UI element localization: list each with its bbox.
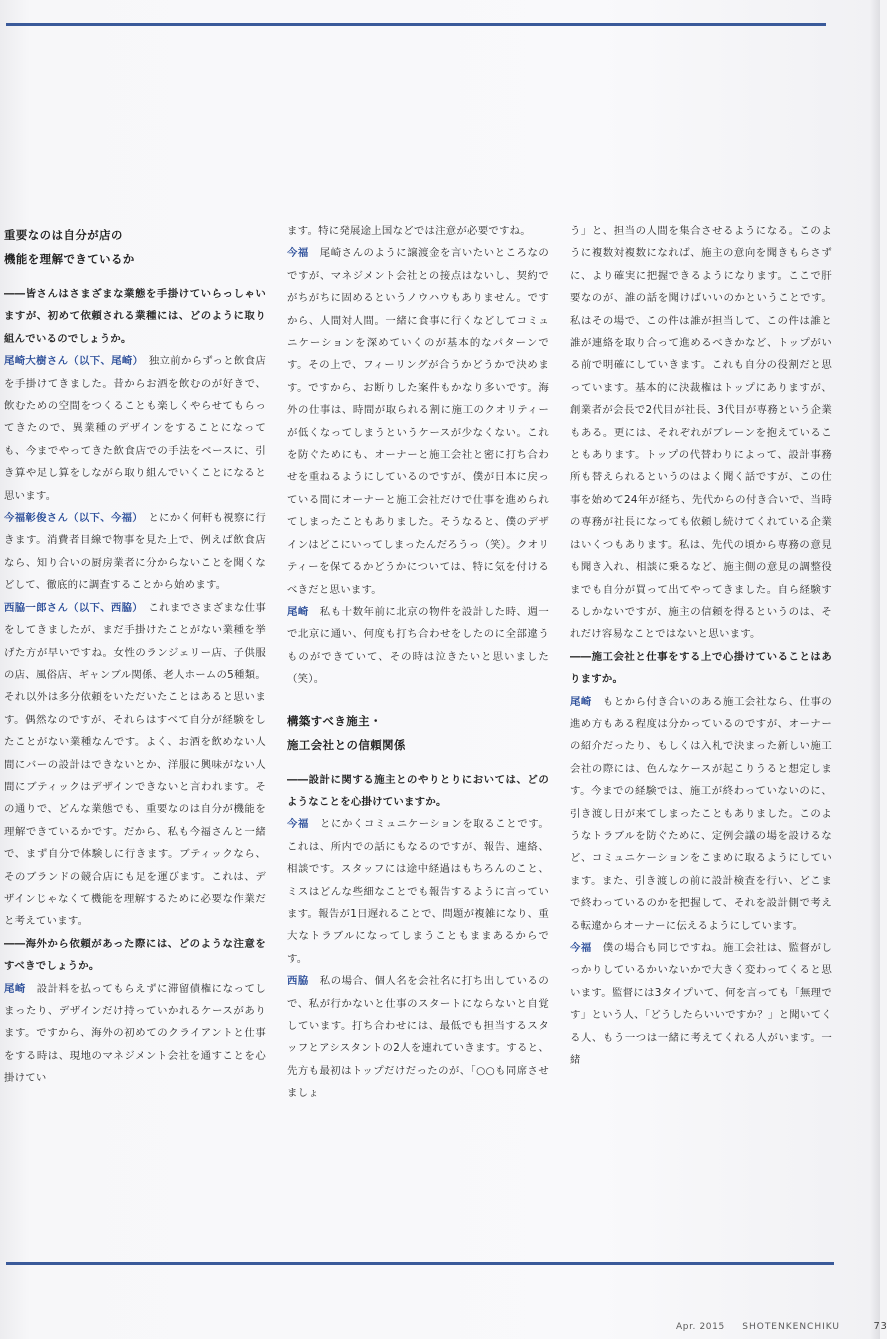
section-heading-2-line-1: 構築すべき施主・ (287, 713, 382, 728)
column-middle (287, 220, 549, 1105)
section-heading-2 (287, 709, 549, 757)
speaker-label: 西脇 (287, 975, 309, 988)
continued-text: う」と、担当の人間を集合させるようになる。このように複数対複数になれば、施主の意向を聞きもらさずに、より確実に把握できるようになります。ここで肝要なのが、誰の話を聞けばいいのかということです。私はその場で、この件は誰が担当して、この件は誰と誰が連絡を取り合って進めるべきかなど、トップがいる前で明確にしていきます。これも自分の役割だと思っています。基本的に決裁権はトップにありますが、創業者が会長で2代目が社長、3代目が専務という企業もある。更には、それぞれがブレーンを抱えていることもあります。トップの代替わりによって、設計事務所も替えられるというのはよく聞く話ですが、この仕事を始めて24年が経ち、先代からの付き合いで、当時の専務が社長になっても依頼し続けてくれている企業はいくつもあります。私は、先代の頃から専務の意見も聞き入れ、相談に乗るなど、施主側の意見の調整役までも自分が買って出てやってきました。自ら経験するしかないですが、施主の信頼を得るというのは、それだけ容易なことではないと思います。 (570, 225, 832, 641)
section-heading-1-line-1: 重要なのは自分が店の (4, 228, 123, 242)
column-left (4, 220, 266, 1090)
interview-question: ――海外から依頼があった際には、どのような注意をすべきでしょうか。 (4, 937, 266, 973)
answer-text: もとから付き合いのある施工会社なら、仕事の進め方もある程度は分かっているのですが、オーナーの紹介だったり、もしくは入札で決まった新しい施工会社の際には、色んなケースが起こりうると想定します。今までの経験では、施工が終わっていないのに、引き渡し日が来てしまったこともありました。このようなトラブルを防ぐために、定例会議の場を設けるなど、コミュニケーションをこまめに取るようにしています。また、引き渡しの前に設計検査を行い、どこまで終わっているのかを把握して、それを設計側で考える転違からオーナーに伝えるようにしています。 (570, 695, 833, 932)
section-heading-1-line-2: 機能を理解できているか (4, 252, 135, 266)
answer-text: 尾崎さんのように譲渡金を言いたいところなのですが、マネジメント会社との接点はないし、契約でがちがちに固めるというノウハウもありません。ですから、人間対人間。一緒に食事に行くなどしてコミュニケーションを深めていくのが基本的なパターンです。その上で、フィーリングが合うかどうかで決めます。ですから、お断りした案件もかなり多いです。海外の仕事は、時間が取られる割に施工のクオリティーが低くなってしまうというケースが少なくない。これを防ぐためにも、オーナーと施工会社と密に打ち合わせを重ねるようにしているのですが、僕が日本に戻っている間にオーナーと施工会社だけで仕事を進められてしまったこともありました。そうなると、僕のデザインはどこにいってしまったんだろうっ（笑）。クオリティーを保てるかどうかについては、特に気を付けるべきだと思います。 (287, 247, 550, 596)
speaker-label: 西脇一郎さん（以下、西脇） (4, 601, 138, 614)
interview-answer (287, 601, 549, 691)
interview-answer (570, 937, 832, 1071)
answer-text: 独立前からずっと飲食店を手掛けてきました。昔からお酒を飲むのが好きで、飲むための空間をつくることも楽しくやらせてもらってきたので、異業種のデザインをすることになっても、今までやってきた飲食店での手法をベースに、引き算や足し算をしながら取り組んでいくことになると思います。 (4, 355, 266, 502)
interview-answer (287, 813, 549, 970)
section-heading-2-line-2: 施工会社との信頼関係 (287, 737, 406, 752)
page-footer (676, 1321, 887, 1332)
answer-text: これまでさまざまな仕事をしてきましたが、まだ手掛けたことがない業種を挙げた方が早いですね。女性のランジェリー店、子供服の店、風俗店、ギャンブル関係、老人ホームの5種類。それ以外は多分依頼をいただいたことはあると思います。偶然なのですが、それらはすべて自分が経験をしたことがない業種なんです。よく、お酒を飲めない人間にバーの設計はできないとか、洋服に興味がない人間にブティックはデザインできないと言われます。その通りで、どんな業態でも、重要なのは自分が機能を理解できているかです。だから、私も今福さんと一緒で、まず自分で体験しに行きます。ブティックなら、そのブランドの競合店にも足を運びます。これは、デザインじゃなくて機能を理解するために必要な作業だと考えています。 (4, 601, 267, 928)
interview-answer (4, 350, 266, 507)
top-rule (6, 23, 826, 26)
interview-question: ――施工会社と仕事をする上で心掛けていることはありますか。 (570, 650, 832, 686)
interview-answer (570, 691, 832, 937)
interview-question: ――皆さんはさまざまな業態を手掛けていらっしゃいますが、初めて依頼される業種には、どのように取り組んでいるのでしょうか。 (4, 288, 266, 345)
column-right (570, 220, 832, 1071)
answer-text: 僕の場合も同じですね。施工会社は、監督がしっかりしているかいないかで大きく変わってくると思います。監督には3タイプいて、何を言っても「無理です」という人、「どうしたらいいですか？」と聞いてくる人、もう一つは一緒に考えてくれる人がいます。一緒 (570, 942, 833, 1067)
interview-answer (4, 507, 266, 597)
interview-answer (4, 978, 266, 1090)
section-heading-1 (4, 223, 266, 271)
answer-text: 私も十数年前に北京の物件を設計した時、週一で北京に通い、何度も打ち合わせをしたのに全部違うものができていて、その時は泣きたいと思いました（笑）。 (287, 605, 550, 686)
speaker-label: 尾崎大樹さん（以下、尾崎） (4, 355, 139, 368)
answer-text: とにかく何軒も視察に行きます。消費者目線で物事を見た上で、例えば飲食店なら、知り合いの厨房業者に分からないことを聞くなどして、徹底的に調査することから始めます。 (4, 512, 267, 592)
interview-question: ――設計に関する施主とのやりとりにおいては、どのようなことを心掛けていますか。 (287, 773, 549, 808)
speaker-label: 今福 (570, 942, 592, 954)
speaker-label: 今福 (287, 818, 309, 831)
continued-text: ます。特に発展途上国などでは注意が必要ですね。 (287, 225, 531, 237)
speaker-label: 尾崎 (4, 982, 26, 995)
speaker-label: 今福彰俊さん（以下、今福） (4, 512, 138, 525)
speaker-label: 尾崎 (287, 605, 309, 618)
page-number: 73 (873, 1321, 887, 1332)
speaker-label: 尾崎 (570, 695, 592, 708)
magazine-name: SHOTENKENCHIKU (742, 1322, 841, 1332)
answer-text: とにかくコミュニケーションを取ることです。これは、所内での話にもなるのですが、報告、連絡、相談です。スタッフには途中経過はもちろんのこと、ミスはどんな些細なことでも報告するように言っています。報告が1日遅れることで、問題が複雑になり、重大なトラブルになってしまうこともままあるからです。 (287, 818, 550, 965)
answer-text: 設計料を払ってもらえずに滞留債権になってしまったり、デザインだけ持っていかれるケースがあります。ですから、海外の初めてのクライアントと仕事をする時は、現地のマネジメント会社を通すことを心掛けてい (4, 982, 267, 1085)
interview-answer (287, 970, 549, 1104)
issue-date: Apr. 2015 (676, 1322, 725, 1332)
answer-text: 私の場合、個人名を会社名に打ち出しているので、私が行かないと仕事のスタートにならないと自覚しています。打ち合わせには、最低でも担当するスタッフとアシスタントの2人を連れていきます。すると、先方も最初はトップだけだったのが、「○○も同席させましょ (287, 975, 550, 1100)
speaker-label: 今福 (287, 247, 309, 260)
interview-answer (287, 242, 549, 601)
bottom-rule (6, 1262, 834, 1265)
interview-answer (4, 597, 266, 933)
